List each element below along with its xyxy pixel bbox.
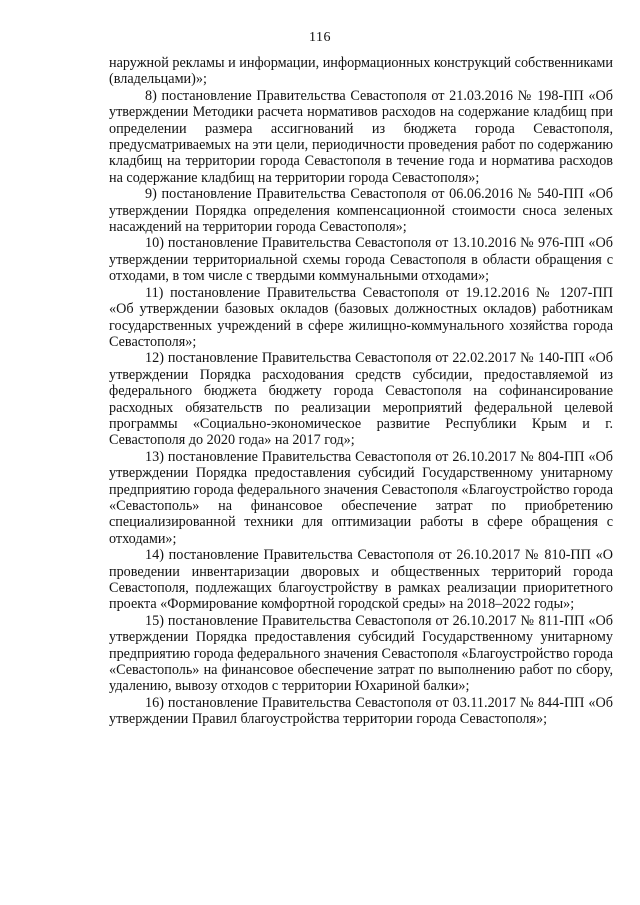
list-item-9: 9) постановление Правительства Севастополя от 06.06.2016 № 540-ПП «Об утверждении Порядка определения компенсационной стоимости сноса зеленых насаждений на территории города Севастополя»;	[109, 186, 613, 236]
list-item-11: 11) постановление Правительства Севастополя от 19.12.2016 № 1207-ПП «Об утверждении базовых окладов (базовых должностных окладов) работникам государственных учреждений в сфере жилищно-коммунального хозяйства города Севастополя»;	[109, 284, 613, 350]
list-item-15: 15) постановление Правительства Севастополя от 26.10.2017 № 811-ПП «Об утверждении Порядка предоставления субсидий Государственному унитарному предприятию города федерального значения Севастополя «Благоустройство города «Севастополь» на финансовое обеспечение затрат по выполнению работ по сбору, удалению, вывозу отходов с территории Юхариной балки»;	[109, 612, 613, 695]
list-item-10: 10) постановление Правительства Севастополя от 13.10.2016 № 976-ПП «Об утверждении территориальной схемы города Севастополя в области обращения с отходами, в том числе с твердыми коммунальными отходами»;	[109, 235, 613, 285]
page-number: 116	[309, 30, 331, 45]
list-item-12: 12) постановление Правительства Севастополя от 22.02.2017 № 140-ПП «Об утверждении Порядка расходования средств субсидии, предоставляемой из федерального бюджета бюджету города Севастополя на софинансирование расходных обязательств по реализации мероприятий федеральной целевой программы «Социально-экономическое развитие Республики Крым и г. Севастополя до 2020 года» на 2017 год»;	[109, 350, 613, 449]
list-item-14: 14) постановление Правительства Севастополя от 26.10.2017 № 810-ПП «О проведении инвентаризации дворовых и общественных территорий города Севастополя, подлежащих благоустройству в рамках реализации приоритетного проекта «Формирование комфортной городской среды» на 2018–2022 годы»;	[109, 547, 613, 613]
document-body	[109, 55, 613, 728]
list-item-16: 16) постановление Правительства Севастополя от 03.11.2017 № 844-ПП «Об утверждении Правил благоустройства территории города Севастополя»;	[109, 694, 613, 728]
list-item-8: 8) постановление Правительства Севастополя от 21.03.2016 № 198-ПП «Об утверждении Методики расчета нормативов расходов на содержание кладбищ при определении размера ассигнований из бюджета города Севастополя, предусматриваемых на эти цели, периодичности проведения работ по содержанию кладбищ на территории города Севастополя в течение года и норматива расходов на содержание кладбищ на территории города Севастополя»;	[109, 87, 613, 186]
paragraph-continuation: наружной рекламы и информации, информационных конструкций собственниками (владельцами)»;	[109, 55, 613, 88]
list-item-13: 13) постановление Правительства Севастополя от 26.10.2017 № 804-ПП «Об утверждении Порядка предоставления субсидий Государственному унитарному предприятию города федерального значения Севастополя «Благоустройство города «Севастополь» на финансовое обеспечение затрат по приобретению специализированной техники для оптимизации работы в сфере обращения с отходами»;	[109, 448, 613, 547]
